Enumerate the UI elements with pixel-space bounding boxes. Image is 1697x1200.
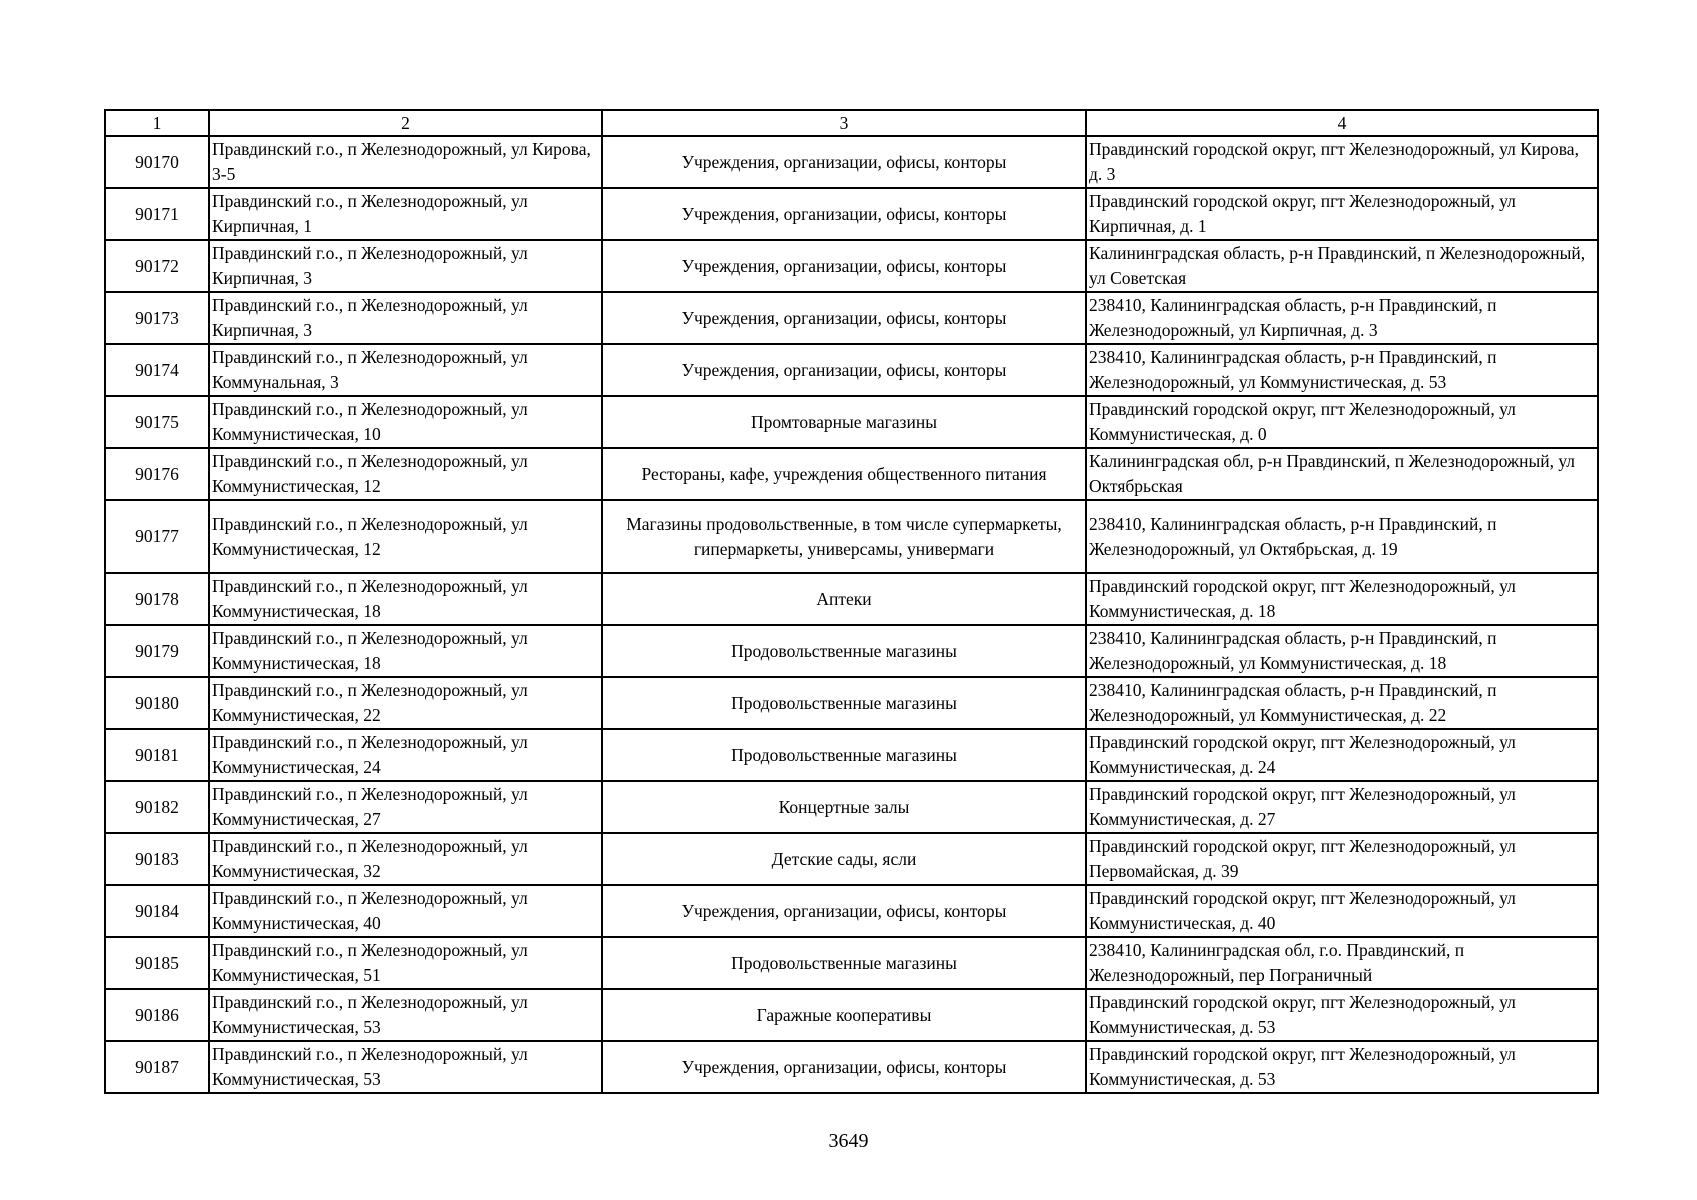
table-body <box>105 110 1598 1093</box>
table-row <box>105 240 1598 292</box>
column-header-3: 3 <box>602 110 1086 136</box>
category-cell: Учреждения, организации, офисы, конторы <box>602 292 1086 344</box>
category-cell: Учреждения, организации, офисы, конторы <box>602 344 1086 396</box>
table-row <box>105 136 1598 188</box>
category-cell: Детские сады, ясли <box>602 833 1086 885</box>
category-cell: Магазины продовольственные, в том числе супермаркеты, гипермаркеты, универсамы, универмаги <box>602 500 1086 573</box>
address-cell: Правдинский г.о., п Железнодорожный, ул Коммунистическая, 24 <box>209 729 602 781</box>
full-address-cell: Правдинский городской округ, пгт Железнодорожный, ул Первомайская, д. 39 <box>1086 833 1598 885</box>
category-cell: Концертные залы <box>602 781 1086 833</box>
table-row <box>105 500 1598 573</box>
category-cell: Продовольственные магазины <box>602 625 1086 677</box>
full-address-cell: Правдинский городской округ, пгт Железнодорожный, ул Коммунистическая, д. 53 <box>1086 989 1598 1041</box>
table-row <box>105 625 1598 677</box>
table-row <box>105 1041 1598 1093</box>
row-id-cell: 90184 <box>105 885 209 937</box>
category-cell: Рестораны, кафе, учреждения общественного питания <box>602 448 1086 500</box>
table-row <box>105 448 1598 500</box>
address-cell: Правдинский г.о., п Железнодорожный, ул Коммунистическая, 53 <box>209 1041 602 1093</box>
category-cell: Гаражные кооперативы <box>602 989 1086 1041</box>
table-row <box>105 396 1598 448</box>
address-cell: Правдинский г.о., п Железнодорожный, ул Коммунистическая, 10 <box>209 396 602 448</box>
row-id-cell: 90180 <box>105 677 209 729</box>
category-cell: Продовольственные магазины <box>602 729 1086 781</box>
address-cell: Правдинский г.о., п Железнодорожный, ул Кирпичная, 3 <box>209 240 602 292</box>
table-row <box>105 833 1598 885</box>
category-cell: Учреждения, организации, офисы, конторы <box>602 240 1086 292</box>
table-row <box>105 885 1598 937</box>
category-cell: Аптеки <box>602 573 1086 625</box>
address-cell: Правдинский г.о., п Железнодорожный, ул Коммунистическая, 12 <box>209 500 602 573</box>
row-id-cell: 90187 <box>105 1041 209 1093</box>
row-id-cell: 90176 <box>105 448 209 500</box>
table-row <box>105 781 1598 833</box>
full-address-cell: 238410, Калининградская обл, г.о. Правдинский, п Железнодорожный, пер Пограничный <box>1086 937 1598 989</box>
category-cell: Учреждения, организации, офисы, конторы <box>602 885 1086 937</box>
address-cell: Правдинский г.о., п Железнодорожный, ул Коммунистическая, 53 <box>209 989 602 1041</box>
address-cell: Правдинский г.о., п Железнодорожный, ул Коммунистическая, 32 <box>209 833 602 885</box>
row-id-cell: 90178 <box>105 573 209 625</box>
column-header-2: 2 <box>209 110 602 136</box>
full-address-cell: Правдинский городской округ, пгт Железнодорожный, ул Кирпичная, д. 1 <box>1086 188 1598 240</box>
full-address-cell: Правдинский городской округ, пгт Железнодорожный, ул Коммунистическая, д. 18 <box>1086 573 1598 625</box>
full-address-cell: 238410, Калининградская область, р-н Правдинский, п Железнодорожный, ул Коммунистическая, д. 53 <box>1086 344 1598 396</box>
row-id-cell: 90186 <box>105 989 209 1041</box>
category-cell: Промтоварные магазины <box>602 396 1086 448</box>
table-row <box>105 729 1598 781</box>
row-id-cell: 90172 <box>105 240 209 292</box>
address-cell: Правдинский г.о., п Железнодорожный, ул Кирпичная, 3 <box>209 292 602 344</box>
data-table <box>104 109 1599 1094</box>
address-cell: Правдинский г.о., п Железнодорожный, ул Коммунальная, 3 <box>209 344 602 396</box>
row-id-cell: 90171 <box>105 188 209 240</box>
row-id-cell: 90183 <box>105 833 209 885</box>
address-cell: Правдинский г.о., п Железнодорожный, ул Коммунистическая, 18 <box>209 625 602 677</box>
address-cell: Правдинский г.о., п Железнодорожный, ул Коммунистическая, 22 <box>209 677 602 729</box>
address-cell: Правдинский г.о., п Железнодорожный, ул Кирова, 3-5 <box>209 136 602 188</box>
full-address-cell: Правдинский городской округ, пгт Железнодорожный, ул Кирова, д. 3 <box>1086 136 1598 188</box>
row-id-cell: 90177 <box>105 500 209 573</box>
row-id-cell: 90175 <box>105 396 209 448</box>
row-id-cell: 90185 <box>105 937 209 989</box>
row-id-cell: 90179 <box>105 625 209 677</box>
table-row <box>105 937 1598 989</box>
row-id-cell: 90170 <box>105 136 209 188</box>
address-cell: Правдинский г.о., п Железнодорожный, ул Коммунистическая, 12 <box>209 448 602 500</box>
full-address-cell: Правдинский городской округ, пгт Железнодорожный, ул Коммунистическая, д. 27 <box>1086 781 1598 833</box>
table-row <box>105 677 1598 729</box>
address-cell: Правдинский г.о., п Железнодорожный, ул Коммунистическая, 18 <box>209 573 602 625</box>
address-cell: Правдинский г.о., п Железнодорожный, ул Коммунистическая, 51 <box>209 937 602 989</box>
full-address-cell: Правдинский городской округ, пгт Железнодорожный, ул Коммунистическая, д. 0 <box>1086 396 1598 448</box>
full-address-cell: Калининградская обл, р-н Правдинский, п Железнодорожный, ул Октябрьская <box>1086 448 1598 500</box>
full-address-cell: 238410, Калининградская область, р-н Правдинский, п Железнодорожный, ул Октябрьская, д. 19 <box>1086 500 1598 573</box>
category-cell: Продовольственные магазины <box>602 937 1086 989</box>
full-address-cell: Калининградская область, р-н Правдинский, п Железнодорожный, ул Советская <box>1086 240 1598 292</box>
row-id-cell: 90182 <box>105 781 209 833</box>
full-address-cell: Правдинский городской округ, пгт Железнодорожный, ул Коммунистическая, д. 24 <box>1086 729 1598 781</box>
row-id-cell: 90181 <box>105 729 209 781</box>
table-row <box>105 573 1598 625</box>
table-row <box>105 292 1598 344</box>
full-address-cell: Правдинский городской округ, пгт Железнодорожный, ул Коммунистическая, д. 40 <box>1086 885 1598 937</box>
table-row <box>105 989 1598 1041</box>
row-id-cell: 90174 <box>105 344 209 396</box>
full-address-cell: 238410, Калининградская область, р-н Правдинский, п Железнодорожный, ул Коммунистическая, д. 22 <box>1086 677 1598 729</box>
category-cell: Учреждения, организации, офисы, конторы <box>602 188 1086 240</box>
column-header-1: 1 <box>105 110 209 136</box>
header-row <box>105 110 1598 136</box>
row-id-cell: 90173 <box>105 292 209 344</box>
column-header-4: 4 <box>1086 110 1598 136</box>
full-address-cell: 238410, Калининградская область, р-н Правдинский, п Железнодорожный, ул Кирпичная, д. 3 <box>1086 292 1598 344</box>
category-cell: Учреждения, организации, офисы, конторы <box>602 1041 1086 1093</box>
address-cell: Правдинский г.о., п Железнодорожный, ул Кирпичная, 1 <box>209 188 602 240</box>
full-address-cell: Правдинский городской округ, пгт Железнодорожный, ул Коммунистическая, д. 53 <box>1086 1041 1598 1093</box>
table-row <box>105 344 1598 396</box>
address-cell: Правдинский г.о., п Железнодорожный, ул Коммунистическая, 27 <box>209 781 602 833</box>
address-cell: Правдинский г.о., п Железнодорожный, ул Коммунистическая, 40 <box>209 885 602 937</box>
page-number: 3649 <box>828 1130 869 1152</box>
category-cell: Продовольственные магазины <box>602 677 1086 729</box>
full-address-cell: 238410, Калининградская область, р-н Правдинский, п Железнодорожный, ул Коммунистическая, д. 18 <box>1086 625 1598 677</box>
table-row <box>105 188 1598 240</box>
category-cell: Учреждения, организации, офисы, конторы <box>602 136 1086 188</box>
